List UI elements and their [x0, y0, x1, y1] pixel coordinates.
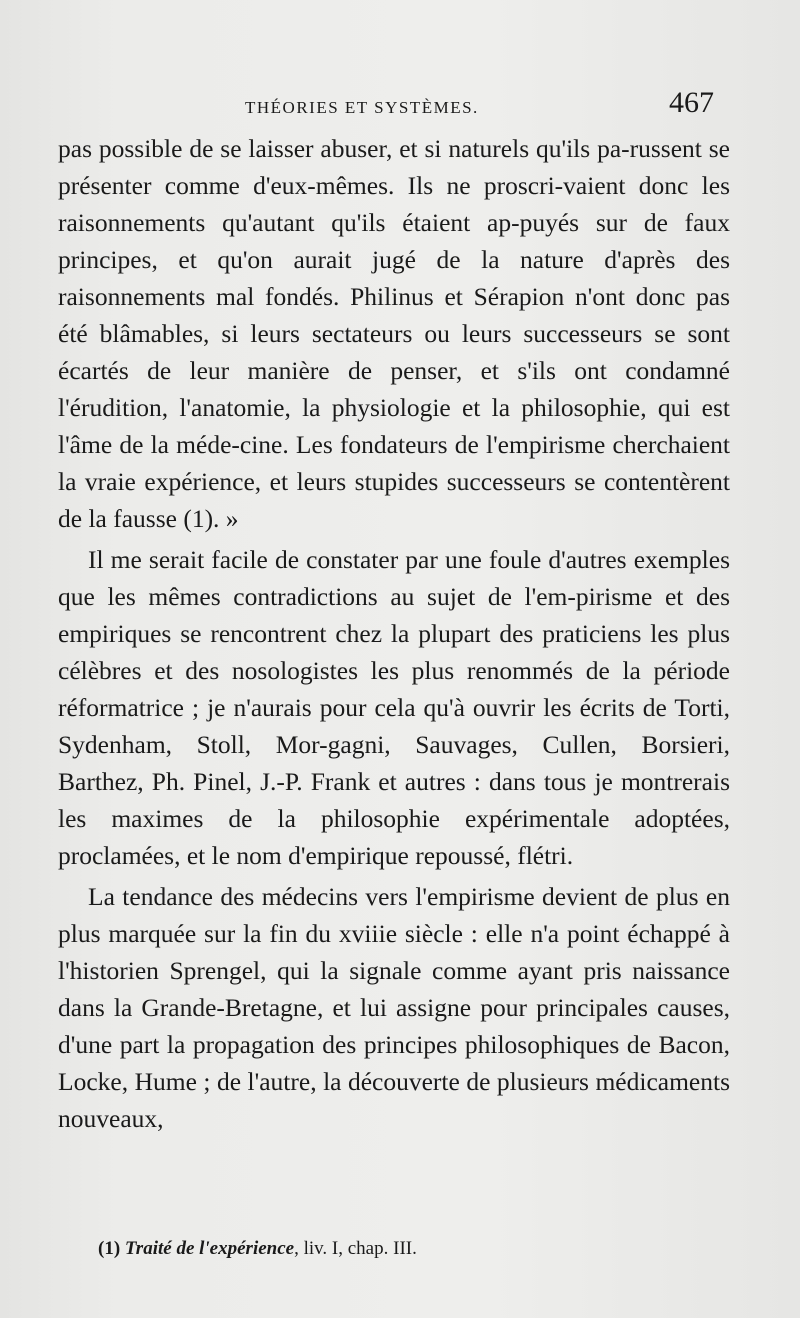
paragraph: La tendance des médecins vers l'empirisme devient de plus en plus marquée sur la fin du xviiie siècle : elle n'a point échappé à l'historien Sprengel, qui la signale comme ayant pris naissance dans la Grande-Bretagne, et lui assigne pour principales causes, d'une part la propagation des principes philosophiques de Bacon, Locke, Hume ; de l'autre, la découverte de plusieurs médicaments nouveaux,: [58, 882, 730, 1133]
running-head: THÉORIES ET SYSTÈMES.: [245, 98, 479, 117]
paragraph: Il me serait facile de constater par une foule d'autres exemples que les mêmes contradictions au sujet de l'em-pirisme et des empiriques se rencontrent chez la plupart des praticiens les plus célèbres et des nosologistes les plus renommés de la période réformatrice ; je n'aurais pour cela qu'à ouvrir les écrits de Torti, Sydenham, Stoll, Mor-gagni, Sauvages, Cullen, Borsieri, Barthez, Ph. Pinel, J.-P. Frank et autres : dans tous je montrerais les maximes de la philosophie expérimentale adoptées, proclamées, et le nom d'empirique repoussé, flétri.: [58, 545, 730, 870]
footnote-marker: (1): [98, 1238, 121, 1259]
page-number: 467: [669, 86, 714, 119]
footnote-title: Traité de l'expérience: [124, 1238, 295, 1259]
footnote-reference: , liv. I, chap. III.: [294, 1238, 417, 1259]
main-text: [58, 130, 730, 1137]
page-header: [60, 86, 720, 126]
paragraph-continuation: pas possible de se laisser abuser, et si naturels qu'ils pa-russent se présenter comme d'eux-mêmes. Ils ne proscri-vaient donc les raisonnements qu'autant qu'ils étaient ap-puyés sur de faux principes, et qu'on aurait jugé de la nature d'après des raisonnements mal fondés. Philinus et Sérapion n'ont donc pas été blâmables, si leurs sectateurs ou leurs successeurs se sont écartés de leur manière de penser, et s'ils ont condamné l'érudition, l'anatomie, la physiologie et la philosophie, qui est l'âme de la méde-cine. Les fondateurs de l'empirisme cherchaient la vraie expérience, et leurs stupides successeurs se contentèrent de la fausse (1). »: [58, 134, 730, 533]
footnote: [98, 1238, 417, 1260]
